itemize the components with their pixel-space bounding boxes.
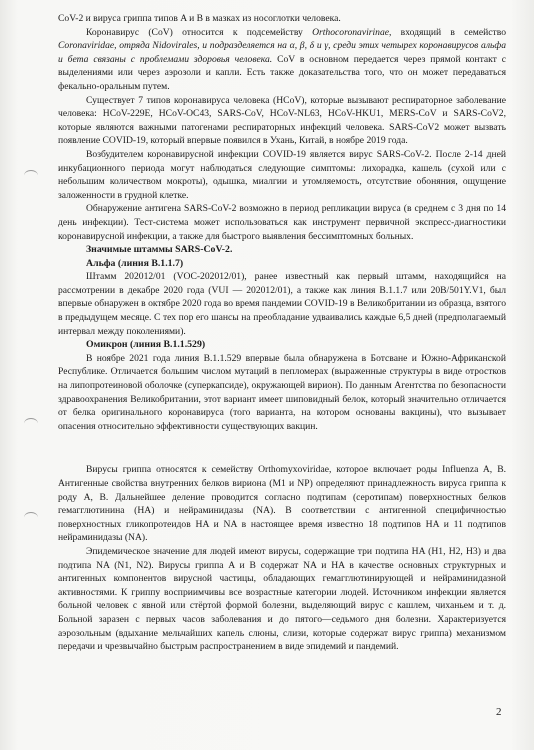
page-number: 2 [496, 706, 502, 718]
paragraph-influenza-epidemiology: Эпидемическое значение для людей имеют вирусы, содержащие три подтипа HA (H1, H2, H3) и два подтипа NA (N1, N2). Вирусы гриппа A и B содержат NA и HA в качестве основных структурных и антигенных компонентов вирусной частицы, обладающих гемагглютинирующей и нейраминидазной активностями. К гриппу восприимчивы все возрастные категории людей. Источником инфекции является больной человек с явной или стёртой формой болезни, выделяющий вирус с кашлем, чиханьем и т. д. Больной заразен с первых часов заболевания и до пятого—седьмого дня болезни. Характеризуется аэрозольным (вдыхание мельчайших капель слюны, слизи, которые содержат вирус гриппа) механизмом передачи и чрезвычайно быстрым распространением в виде эпидемий и пандемий. [58, 545, 506, 653]
paragraph-alpha-strain: Штамм 202012/01 (VOC-202012/01), ранее известный как первый штамм, находящийся на рассмотрении в декабре 2020 года (VUI — 202012/01), а также как линия B.1.1.7 или 20B/501Y.V1, был впервые обнаружен в октябре 2020 года во время пандемии COVID-19 в Великобритании из образца, взятого в предыдущем месяце. С тех пор его шансы на преобладание удваивались каждые 6,5 дней (предполагаемый интервал между поколениями). [58, 271, 506, 337]
paragraph-antigen-detection: Обнаружение антигена SARS-CoV-2 возможно в период репликации вируса (в среднем с 3 дня по 14 день инфекции). Тест-система может использоваться как инструмент первичной экспресс-диагностики коронавирусной инфекции, а также для быстрого выявления бессимптомных больных. [58, 203, 506, 242]
heading-alpha-lineage: Альфа (линия B.1.1.7) [86, 257, 184, 269]
heading-significant-strains: Значимые штаммы SARS-CoV-2. [86, 244, 233, 256]
section-gap [58, 433, 506, 463]
margin-mark-top [24, 170, 38, 181]
paragraph-hcov-types: Существует 7 типов коронавируса человека (HCoV), которые вызывают респираторное заболевание человека: HCoV-229E, HCoV-OC43, SARS-CoV, HCoV-NL63, HCoV-HKU1, MERS-CoV и SARS-CoV2, которые являются важными патогенами респираторных инфекций человека. SARS-CoV2 может вызвать появление COVID-19, который впервые появился в Ухань, Китай, в ноябре 2019 года. [58, 94, 506, 147]
document-body [58, 12, 506, 654]
margin-mark-middle [24, 418, 38, 429]
paragraph-intro-continuation: CoV-2 и вируса гриппа типов A и B в мазках из носоглотки человека. [58, 13, 341, 24]
margin-mark-bottom [24, 512, 38, 523]
paragraph-covid-symptoms: Возбудителем коронавирусной инфекции COVID-19 является вирус SARS-CoV-2. После 2-14 дней инкубационного периода могут наблюдаться следующие симптомы: лихорадка, кашель (сухой или с небольшим количеством мокроты), одышка, миалгии и утомляемость, отсутствие обоняния, ощущение заложенности в грудной клетке. [58, 148, 506, 201]
heading-omicron-lineage: Омикрон (линия B.1.1.529) [86, 339, 206, 351]
paragraph-omicron-strain: В ноябре 2021 года линия B.1.1.529 впервые была обнаружена в Ботсване и Южно-Африканской Республике. Отличается большим числом мутаций в пепломерах (выраженные структуры в виде отростков на липопротеиновой оболочке (суперкапсиде), окружающей вирион). По данным Агентства по безопасности здравоохранения Великобритании, этот вариант имеет шиповидный белок, который значительно отличается от белка оригинального коронавируса (того варианта, на котором основаны вакцины), что вызывает опасения относительно эффективности существующих вакцин. [58, 352, 506, 432]
paragraph-coronavirus-taxonomy: Коронавирус (CoV) относится к подсемейству Orthocoronavirinae, входящий в семейство Coronaviridae, отряда Nidovirales, и подразделяется на α, β, δ и γ, среди этих четырех коронавирусов альфа и бета связаны с проблемами здоровья человека. CoV в основном передается через прямой контакт с выделениями или через аэрозоли и капли. Есть также доказательства того, что он может передаваться фекально-оральным путем. [58, 26, 506, 92]
paragraph-influenza-classification: Вирусы гриппа относятся к семейству Orthomyxoviridae, которое включает роды Influenza A, B. Антигенные свойства внутренних белков вириона (M1 и NP) определяют принадлежность вируса гриппа к роду A, B. Дальнейшее деление проводится согласно подтипам (серотипам) поверхностных белков гемагглютинина (HA) и нейраминидазы (NA). В соответствии с антигенной специфичностью поверхностных гликопротеидов HA и NA в настоящее время известно 18 подтипов HA и 11 подтипов нейраминидазы (NA). [58, 464, 506, 544]
